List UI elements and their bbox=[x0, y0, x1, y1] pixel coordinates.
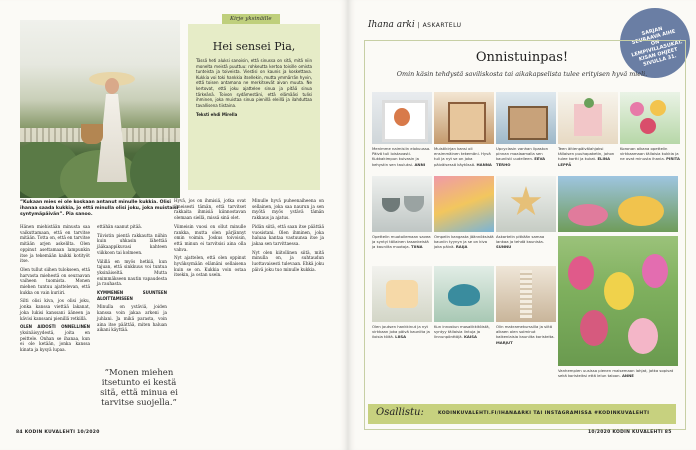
photo-gift-box bbox=[558, 92, 618, 144]
caption-author: LIISA bbox=[395, 334, 407, 340]
tile-caption bbox=[434, 324, 494, 340]
article-column-1 bbox=[20, 224, 90, 356]
photo-macrame bbox=[496, 266, 556, 322]
photo-garden bbox=[558, 176, 678, 232]
photo-flower-frame bbox=[372, 92, 432, 144]
intro-text: Tässä heti aluksi sanoisin, että sinussa on sitä, mitä niin monelta meistä puuttuu: rohkeutta kertoa toisille omista tunteista ja toiveista. Viestisi on kaunis ja koskettava. Kukkia voi toki hankkia itsellekin, mutta ymmärrän hyvin, että toisen antamana ne merkitsevät aivan muuta. Ne kertovat, että joku ajattelee sinua ja pitää sinua tärkeänä. Toivon sydämestäni, että elämääsi tulisi ihminen, joka muistaa sinua pienillä eleillä ja ilahduttaa tavallisena tiistaina. bbox=[196, 58, 312, 108]
page-footer-right: 10/2020 KODIN KUVALEHTI 85 bbox=[588, 430, 672, 435]
paragraph: ettähän saanut pitää. bbox=[97, 224, 143, 229]
paragraph: Viimeisin vuosi on ollut minulle rankka, mutta olen pärjännyt omin voimin. Joskus toivoisin, että minun ei tarvitsisi aina olla vahva. bbox=[174, 223, 246, 252]
caption-author: SUNNU bbox=[496, 244, 512, 250]
caption-text: Olen joutsen hankkinut ja nyt virkkaan joka päivä kauniita ja iloisia töitä. bbox=[372, 324, 430, 340]
tile-caption bbox=[434, 146, 494, 167]
paragraph: Minulla on ystäviä, joiden kanssa voin jakaa arkeni ja juhlani. Ja mikä parasta, voin aina itse päättää, miten haluan aikani käyttää. bbox=[97, 304, 167, 333]
caption-author: EEVA TERHO bbox=[496, 156, 546, 167]
participate-tags: KODINKUVALEHTI.FI/IHANAARKI TAI INSTAGRAMISSA #KODINKUVALEHTI bbox=[438, 411, 650, 416]
tile-caption bbox=[620, 146, 680, 162]
participate-label: Osallistu: bbox=[376, 407, 424, 418]
woman-with-flowers-photo bbox=[20, 20, 180, 198]
photo-notebook bbox=[434, 92, 494, 144]
photo-caption: ”Kukaan mies ei ole koskaan antanut minulle kukkia. Olisi ihanaa saada kukkia, jo että minulla olisi joku, joka muistaisi syntymäpäivän”. Pia sanoo. bbox=[20, 200, 179, 217]
caption-text: Askartelin pitkään samaa lankaa ja tehdä kaunista. bbox=[496, 234, 545, 245]
badge-text: SARJAN SEURAAVA AIHE ON LEMPIVILLASUKAT. KISAN OHJEET SIVULLA 31. bbox=[630, 25, 684, 68]
participate-banner bbox=[368, 404, 676, 424]
caption-text: Teen äitienpäivälahjaksi tällaisen puuhapaketin, johon tulee kortti ja kukat. bbox=[558, 146, 615, 162]
caption-text: Koronan aikana opettelin virkkaamaan tällaisia kukkia ja ne ovat minusta ihania. bbox=[620, 146, 679, 162]
caption-author: MARJUT bbox=[496, 339, 513, 345]
article-subtitle: Omin käsin tehdystä saviliskosta tai aikakapselista tulee erityisen hyvä mieli. bbox=[396, 70, 648, 78]
photo-clay-bowls bbox=[372, 176, 432, 232]
tile-caption bbox=[558, 146, 618, 167]
caption-author: HANNA bbox=[476, 161, 492, 167]
article-title: Onnistuinpas! bbox=[475, 50, 569, 65]
paragraph: Silti olisi kiva, jos olisi joku, jonka kanssa viettää lakanat, joka lukisi kanssani ääneen ja kävisi kanssani pienillä retkillä. bbox=[20, 298, 90, 321]
intro-author: Teksti ehdi Mirella bbox=[196, 112, 238, 118]
caption-text: Vanhempien uusissa pienen maisemaan lahjat, jotka sopivat sekä koristeiksi että lelun taloon. bbox=[558, 368, 674, 379]
paragraph: Nyt olen kiitollinen siitä, mitä minulla on, ja suhtaudun luottavaisesti tulevaan. Ehkä joku päivä joku tuo minulle kukkia. bbox=[252, 249, 324, 272]
tile-caption bbox=[372, 324, 432, 340]
tile-caption bbox=[496, 324, 556, 345]
photo-crochet-flowers bbox=[620, 92, 680, 144]
intro-box bbox=[188, 24, 320, 190]
caption-text: Muistikirjan kansi oli ensimmäinen tekemäni. Hyvä tuli ja nyt se on joka päiväisessä käytössä. bbox=[434, 146, 491, 167]
tile-caption bbox=[372, 234, 432, 250]
caption-author: RAIJA bbox=[455, 244, 468, 250]
caption-author: ANNI bbox=[414, 161, 426, 167]
paragraph: Olen tullut siihen tulokseen, että harvasta miehestä on seuraavan vaiheen tuomista. Monen miehen tuntuu ajattelevan, että kukka on vain kuriiri. bbox=[20, 266, 90, 295]
article-column-3 bbox=[174, 198, 246, 281]
photo-drawer bbox=[496, 92, 556, 144]
paragraph: Pidän siitä, että saan itse päättää vuosistani. Olen ihminen, joka haluaa kantaa vastuunsa itse ja jakaa sen tarvittaessa. bbox=[252, 223, 324, 246]
photo-yarn-star bbox=[496, 176, 556, 232]
paragraph: Nyt ajattelen, että olen oppinut hyväksymään elämäni sellaisena kuin se on. Kukkia voin ostaa itsekin, ja ostan usein. bbox=[174, 255, 246, 278]
tile-caption bbox=[496, 234, 556, 250]
caption-author: ELINA LEPPÄ bbox=[558, 156, 611, 167]
section-header: Ihana arki | ASKARTELU bbox=[368, 20, 462, 30]
caption-text: Olin makramekurssilla ja siitä alkaen olen solminut kaikenlaisia kauniita koristeita. bbox=[496, 324, 555, 340]
intro-title: Hei sensei Pia, bbox=[212, 40, 296, 53]
tile-caption bbox=[496, 146, 556, 167]
pull-quote: ”Monen miehen itsetunto ei kestä sitä, että minua ei tarvitse suojella.” bbox=[100, 368, 178, 408]
subheading: OLEN AIDOSTI ONNELLINEN bbox=[20, 324, 90, 330]
caption-author: KAISA bbox=[463, 334, 477, 340]
caption-text: Upcyclasin vanhan lipaston pinnan maalaamalla sen kauniisti uudelleen. bbox=[496, 146, 549, 162]
photo-mosaic-birds bbox=[434, 266, 494, 322]
caption-text: Ompelin kangasta jäännöksistä kauniin tyynyn ja se on kiva joka päivä. bbox=[434, 234, 494, 250]
caption-text: Kun innostun mosaiikkitöistä, syntyy tällaisia lintuja ja linnunpönttöjä. bbox=[434, 324, 490, 340]
caption-author: PIRITA bbox=[666, 156, 680, 162]
subheading: KYMMENEN SUUNTEEN ALOITTAMISEEN bbox=[97, 290, 167, 301]
caption-text: Opettelin muotoilemaan savea ja syntyi tällainen tasankeistä ja kauniita muotoja. bbox=[372, 234, 431, 250]
caption-author: ANNE bbox=[621, 373, 634, 379]
paragraph: Hänen miehistään minusta saa vaikuttamaan, että en tarvitse mitään. Totta on, että en tarvitse mitään arjen askelilta. Olen oppinut asettamaan lampunkin itse ja tekemään kaikki kotityöt itse. bbox=[20, 224, 90, 264]
caption-author: TIINA bbox=[411, 244, 423, 250]
intro-tag: Kirje yksinäille bbox=[222, 14, 280, 24]
tile-caption bbox=[434, 234, 494, 250]
section-title: Ihana arki bbox=[368, 20, 415, 30]
photo-painted-eggs bbox=[558, 236, 678, 366]
article-column-4 bbox=[252, 198, 324, 275]
right-page bbox=[348, 0, 696, 450]
paragraph: yksinäisyydestä, joita en peittele. Onhan se ihanaa, kun ei ole ketään, jonka kanssa kinata ja kysyä lupaa. bbox=[20, 329, 90, 353]
photo-sewn-pillow bbox=[434, 176, 494, 232]
caption-text: Menimme naimisiin elokuussa. Päivä tuli loistavasti. Kukkakimpun kuivasin ja kehystin sen tauluksi. bbox=[372, 146, 431, 167]
paragraph: Tiivistin pientä rakkautta niihin kuin uhkasin lähettää jääkaappikuvasi kahteen viikkoon tai kolmeen. bbox=[97, 232, 167, 255]
section-subtitle: ASKARTELU bbox=[422, 22, 462, 29]
paragraph: Minulle hyvä puheenaiheena on sellainen, joka saa naurun ja sen myötä myös ystävä tämän rakkaus ja ajatus. bbox=[252, 198, 324, 221]
photo-crochet-item bbox=[372, 266, 432, 322]
page-footer-left: 84 KODIN KUVALEHTI 10/2020 bbox=[16, 430, 100, 435]
tile-caption bbox=[372, 146, 432, 167]
tile-caption bbox=[558, 368, 678, 378]
paragraph: Hyvä, jos on ihmisiä, jotka ovat ilmeisesti tämän, että tarvitset rakkaita ihmisiä kiinnostavan olemaan siellä, missä sinä olet. bbox=[174, 198, 246, 221]
article-column-2 bbox=[97, 224, 167, 336]
paragraph: Välillä en myös hetkiä, kun tajuan, että sinkkuus voi tuntua yksinäiseltä. Mutta enimmäkseen nautin vapaudesta ja rauhasta. bbox=[97, 258, 167, 287]
